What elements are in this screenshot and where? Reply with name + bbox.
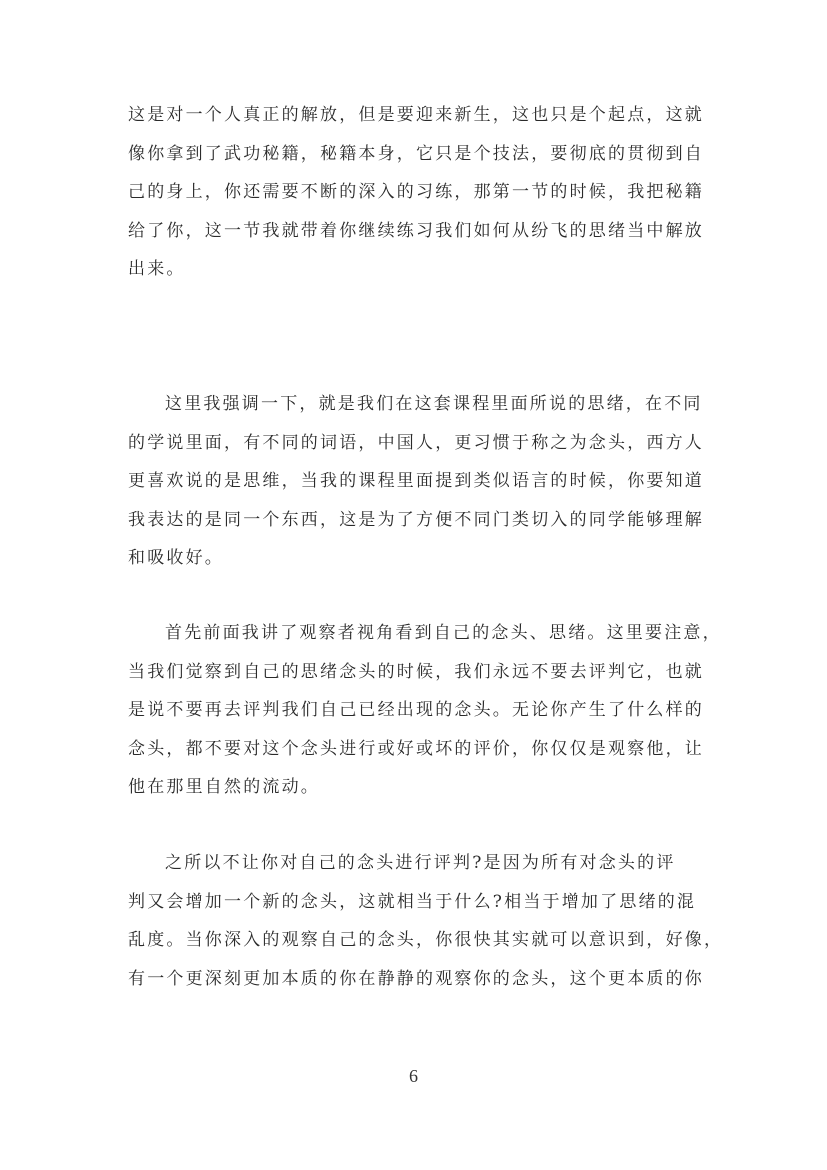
text-line: 出来。 bbox=[128, 259, 186, 279]
text-line: 念头，都不要对这个念头进行或好或坏的评价，你仅仅是观察他，让 bbox=[128, 738, 704, 759]
text-line: 这是对一个人真正的解放，但是要迎来新生，这也只是个起点，这就 bbox=[128, 105, 704, 125]
text-line: 给了你，这一节我就带着你继续练习我们如何从纷飞的思绪当中解放 bbox=[128, 220, 704, 241]
text-line: 更喜欢说的是思维，当我的课程里面提到类似语言的时候，你要知道 bbox=[128, 471, 704, 491]
text-line: 首先前面我讲了观察者视角看到自己的念头、思绪。这里要注意， bbox=[165, 623, 722, 643]
paragraph-4 bbox=[128, 844, 724, 998]
text-line: 是说不要再去评判我们自己已经出现的念头。无论你产生了什么样的 bbox=[128, 700, 704, 720]
text-line: 当我们觉察到自己的思绪念头的时候，我们永远不要去评判它，也就 bbox=[128, 661, 704, 682]
paragraph-2 bbox=[128, 385, 708, 578]
text-line: 判又会增加一个新的念头，这就相当于什么?相当于增加了思绪的混 bbox=[128, 891, 697, 912]
paragraph-3 bbox=[128, 614, 722, 807]
text-line: 有一个更深刻更加本质的你在静静的观察你的念头，这个更本质的你 bbox=[128, 968, 704, 989]
text-line: 像你拿到了武功秘籍，秘籍本身，它只是个技法，要彻底的贯彻到自 bbox=[128, 143, 704, 164]
text-line: 己的身上，你还需要不断的深入的习练，那第一节的时候，我把秘籍 bbox=[128, 182, 704, 202]
text-line: 我表达的是同一个东西，这是为了方便不同门类切入的同学能够理解 bbox=[128, 509, 704, 530]
text-line: 之所以不让你对自己的念头进行评判?是因为所有对念头的评 bbox=[165, 853, 676, 873]
text-line: 这里我强调一下，就是我们在这套课程里面所说的思绪，在不同 bbox=[165, 394, 703, 414]
text-line: 的学说里面，有不同的词语，中国人，更习惯于称之为念头，西方人 bbox=[128, 432, 704, 453]
page-number: 6 bbox=[409, 1066, 418, 1086]
text-line: 他在那里自然的流动。 bbox=[128, 777, 320, 797]
text-line: 和吸收好。 bbox=[128, 548, 224, 568]
paragraph-1 bbox=[128, 96, 708, 289]
text-line: 乱度。当你深入的观察自己的念头，你很快其实就可以意识到，好像， bbox=[128, 930, 724, 950]
